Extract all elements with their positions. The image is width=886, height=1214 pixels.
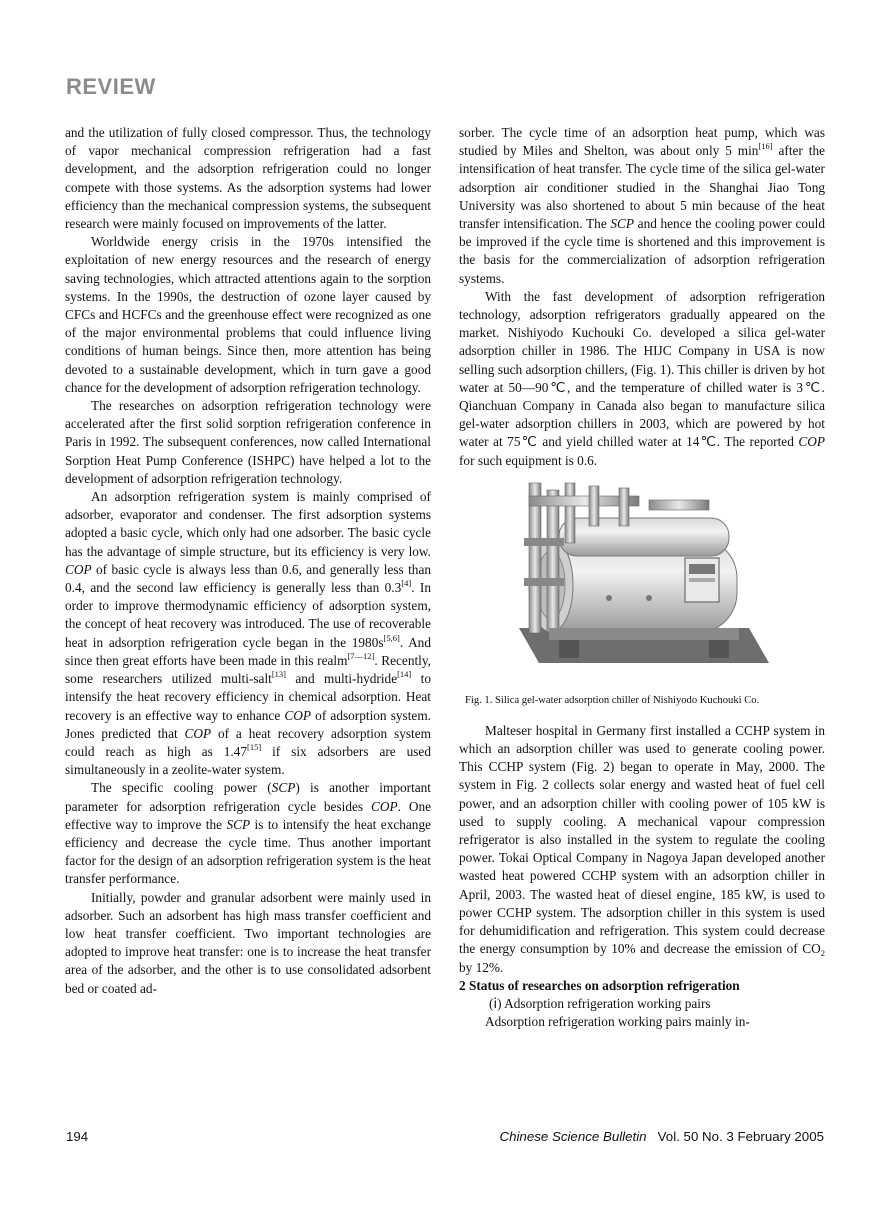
- paragraph: Initially, powder and granular adsorbent were mainly used in adsorber. Such an adsorbent has high mass transfer coefficient and low heat transfer coefficient. Two important technologies are adopted to improve heat transfer: one is to increase the heat transfer area of the adsorber, and the other is to use consolidated adsorbent bed or coated ad-: [65, 889, 431, 996]
- paragraph: The researches on adsorption refrigeration technology were accelerated after the first solid sorption refrigeration conference in Paris in 1992. The subsequent conferences, now called International Sorption Heat Pump Conference (ISHPC) have helped a lot to the development of adsorption refrigeration technology.: [65, 398, 431, 486]
- paragraph: An adsorption refrigeration system is mainly comprised of adsorber, evaporator and condenser. The first adsorption systems adopted a basic cycle, which only had one adsorber. The basic cycle has the advantage of simple structure, but its efficiency is very low. COP of basic cycle is always less than 0.6, and generally less than 0.4, and the second law efficiency is generally less than 0.3[4]. In order to improve thermodynamic efficiency of adsorption system, the concept of heat recovery was introduced. The use of recoverable heat in adsorption refrigeration cycle began in the 1980s[5,6]. And since then great efforts have been made in this realm[7—12]. Recently, some researchers utilized multi-salt[13] and multi-hydride[14] to intensify the heat recovery efficiency in chemical adsorption. Heat recovery is an effective way to enhance COP of adsorption system. Jones predicted that COP of a heat recovery adsorption system could reach as high as 1.47[15] if six adsorbers are used simultaneously in a zeolite-water system.: [65, 489, 431, 778]
- figure-1: [459, 478, 825, 688]
- paragraph: With the fast development of adsorption refrigeration technology, adsorption refrigerators gradually appeared on the market. Nishiyodo Kuchouki Co. developed a silica gel-water adsorption chiller in 1986. The HIJC Company in USA is now selling such adsorption chillers, (Fig. 1). This chiller is driven by hot water at 50—90℃, and the temperature of chilled water is 3℃. Qianchuan Company in Canada also began to manufacture silica gel-water adsorption chillers in 2003, which are powered by hot water at 75℃ and yield chilled water at 14℃. The reported COP for such equipment is 0.6.: [459, 288, 825, 468]
- right-column: [459, 124, 825, 1031]
- section-heading: 2 Status of researches on adsorption refrigeration: [459, 977, 740, 993]
- section-header: REVIEW: [66, 74, 156, 99]
- subsection-heading: (ⅰ) Adsorption refrigeration working pairs: [489, 995, 711, 1011]
- paragraph: Adsorption refrigeration working pairs mainly in-: [485, 1014, 750, 1030]
- paragraph: Worldwide energy crisis in the 1970s intensified the exploitation of new energy resources and the research of energy saving technologies, which attracted attentions again to the sorption systems. In the 1990s, the destruction of ozone layer caused by CFCs and HCFCs and the greenhouse effect were recognized as one of the major environmental problems that could influence living conditions of human beings. Since then, more attention has being devoted to a sustainable development, which in turn gave a good chance for the development of adsorption refrigeration technology.: [65, 234, 431, 395]
- journal-name: Chinese Science Bulletin: [499, 1129, 647, 1144]
- paragraph: Malteser hospital in Germany first installed a CCHP system in which an adsorption chiller was used to generate cooling power. This CCHP system (Fig. 2) began to operate in May, 2000. The system in Fig. 2 collects solar energy and wasted heat of fuel cell power, and an adsorption chiller with cooling power of 105 kW is used to supply cooling. A mechanical vapour compression refrigerator is also installed in the system to regulate the cooling power. Tokai Optical Company in Nagoya Japan developed another wasted heat powered CCHP system with an adsorption chiller in April, 2003. The wasted heat of diesel engine, 185 kW, is used to power CCHP system. The adsorption chiller in this system is used for dehumidification and refrigeration. This system could decrease the energy consumption by 10% and decrease the emission of $CO_2$ by 12%.: [459, 722, 825, 975]
- figure-caption: Fig. 1. Silica gel-water adsorption chiller of Nishiyodo Kuchouki Co.: [465, 694, 760, 706]
- issue-info: Vol. 50 No. 3 February 2005: [657, 1129, 824, 1144]
- paragraph: sorber. The cycle time of an adsorption heat pump, which was studied by Miles and Shelton, was about only 5 min[16] after the intensification of heat transfer. The cycle time of the silica gel-water adsorption air conditioner studied in the Shanghai Jiao Tong University was also shortened to about 5 min because of the heat transfer intensification. The SCP and hence the cooling power could be improved if the cycle time is shortened and this improvement is the basis for the commercialization of adsorption refrigeration systems.: [459, 125, 826, 286]
- journal-footer: [499, 1129, 824, 1144]
- paragraph: and the utilization of fully closed compressor. Thus, the technology of vapor mechanical compression refrigeration had a fast development, and the adsorption refrigeration could no longer compete with those systems. As the adsorption systems had lower efficiency than the mechanical compression systems, the subsequent research were mainly focused on improvements of the latter.: [65, 125, 431, 232]
- paragraph: The specific cooling power (SCP) is another important parameter for adsorption refrigeration cycle besides COP. One effective way to improve the SCP is to intensify the heat exchange efficiency and decrease the cycle time. Thus another important factor for the design of an adsorption refrigeration system is the heat transfer performance.: [65, 780, 432, 887]
- left-column: [65, 124, 431, 998]
- page-number: 194: [66, 1129, 89, 1144]
- chiller-photo: [489, 478, 779, 688]
